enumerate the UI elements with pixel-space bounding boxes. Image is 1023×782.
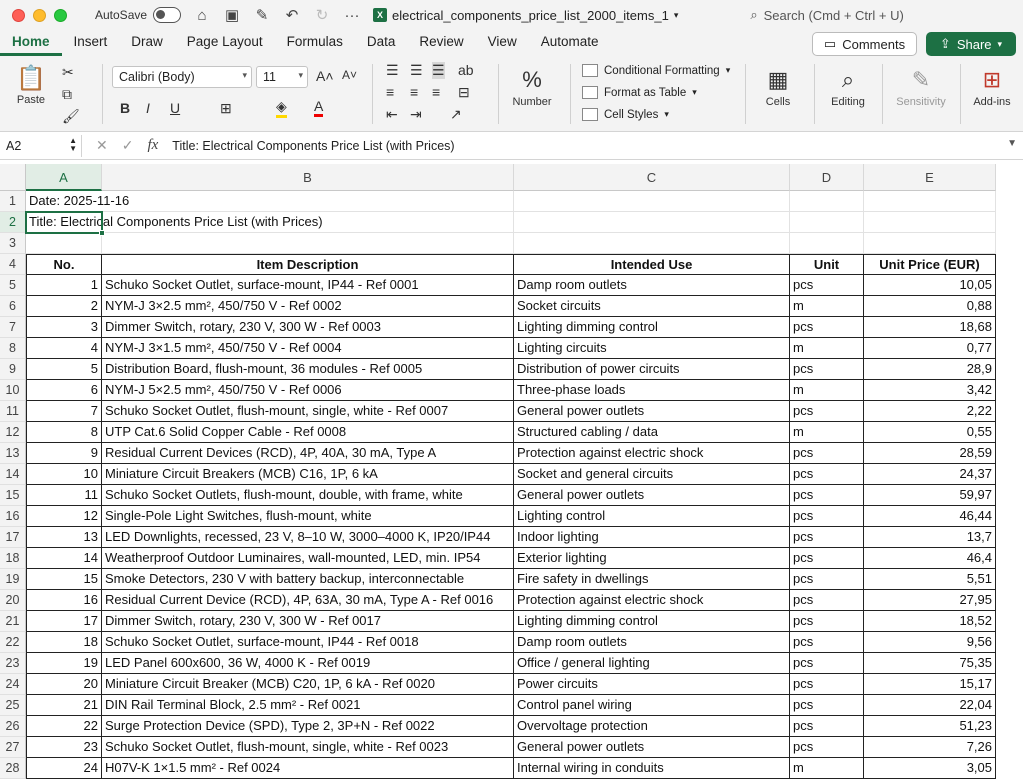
- tab-page-layout[interactable]: Page Layout: [186, 34, 263, 49]
- conditional-formatting-button[interactable]: [582, 64, 730, 77]
- align-bottom-icon[interactable]: ☰: [432, 62, 445, 78]
- excel-file-icon: X: [373, 8, 387, 22]
- editing-button[interactable]: [822, 64, 874, 108]
- cell-a2[interactable]: Title: Electrical Components Price List (with Prices): [26, 212, 102, 233]
- cell-a1[interactable]: Date: 2025-11-16: [26, 191, 102, 212]
- cell-intended-use[interactable]: Protection against electric shock: [514, 443, 790, 464]
- cell-intended-use[interactable]: Damp room outlets: [514, 632, 790, 653]
- cell-intended-use[interactable]: Lighting control: [514, 506, 790, 527]
- fill-handle[interactable]: [99, 230, 105, 236]
- cell-no[interactable]: 6: [26, 380, 102, 401]
- cell-no[interactable]: 24: [26, 758, 102, 779]
- share-icon: ⇪: [939, 36, 951, 51]
- cell-unit-price[interactable]: 22,04: [864, 695, 996, 716]
- cell-intended-use[interactable]: Socket circuits: [514, 296, 790, 317]
- column-header-b[interactable]: B: [102, 164, 514, 191]
- cell-description[interactable]: Single-Pole Light Switches, flush-mount, white: [102, 506, 514, 527]
- cell-unit[interactable]: m: [790, 296, 864, 317]
- cell-description[interactable]: Surge Protection Device (SPD), Type 2, 3P+N - Ref 0022: [102, 716, 514, 737]
- font-name-select[interactable]: [112, 66, 252, 88]
- row-header[interactable]: 8: [0, 338, 26, 359]
- cell-intended-use[interactable]: Fire safety in dwellings: [514, 569, 790, 590]
- cell-no[interactable]: 19: [26, 653, 102, 674]
- cell-intended-use[interactable]: Lighting dimming control: [514, 611, 790, 632]
- cell-intended-use[interactable]: Distribution of power circuits: [514, 359, 790, 380]
- cell-intended-use[interactable]: Three-phase loads: [514, 380, 790, 401]
- column-header-d[interactable]: D: [790, 164, 864, 191]
- cell-d3[interactable]: [790, 233, 864, 254]
- table-header-description[interactable]: Item Description: [102, 254, 514, 275]
- cell-unit[interactable]: pcs: [790, 275, 864, 296]
- cell-intended-use[interactable]: Indoor lighting: [514, 527, 790, 548]
- cell-b3[interactable]: [102, 233, 514, 254]
- cell-description[interactable]: Residual Current Device (RCD), 4P, 63A, 30 mA, Type A - Ref 0016: [102, 590, 514, 611]
- name-box-value: A2: [6, 138, 22, 153]
- table-header-unit-price[interactable]: Unit Price (EUR): [864, 254, 996, 275]
- cell-unit-price[interactable]: 0,77: [864, 338, 996, 359]
- cell-unit-price[interactable]: 59,97: [864, 485, 996, 506]
- underline-icon[interactable]: U: [170, 100, 181, 116]
- cell-unit-price[interactable]: 13,7: [864, 527, 996, 548]
- cell-description[interactable]: Dimmer Switch, rotary, 230 V, 300 W - Ref 0003: [102, 317, 514, 338]
- cell-unit-price[interactable]: 24,37: [864, 464, 996, 485]
- share-label: Share: [956, 36, 992, 52]
- cell-no[interactable]: 1: [26, 275, 102, 296]
- cell-unit[interactable]: pcs: [790, 359, 864, 380]
- ribbon-home: [0, 56, 1023, 132]
- font-size-value: 11: [263, 70, 276, 84]
- cell-no[interactable]: 14: [26, 548, 102, 569]
- orientation-icon[interactable]: ↗: [450, 106, 462, 122]
- sensitivity-button[interactable]: [890, 64, 952, 108]
- cell-description[interactable]: Weatherproof Outdoor Luminaires, wall-mounted, LED, min. IP54: [102, 548, 514, 569]
- cell-unit[interactable]: m: [790, 422, 864, 443]
- cell-unit-price[interactable]: 27,95: [864, 590, 996, 611]
- cell-c1[interactable]: [514, 191, 790, 212]
- stepper-icon: ▲ ▼: [69, 135, 77, 153]
- cell-unit-price[interactable]: 18,68: [864, 317, 996, 338]
- cell-unit[interactable]: pcs: [790, 632, 864, 653]
- cell-unit-price[interactable]: 3,42: [864, 380, 996, 401]
- row-header[interactable]: 25: [0, 695, 26, 716]
- table-header-intended-use[interactable]: Intended Use: [514, 254, 790, 275]
- cell-unit-price[interactable]: 0,55: [864, 422, 996, 443]
- cell-no[interactable]: 18: [26, 632, 102, 653]
- window-controls: [12, 9, 67, 22]
- cell-c2[interactable]: [514, 212, 790, 233]
- align-center-icon[interactable]: ≡: [410, 84, 419, 100]
- row-header[interactable]: 5: [0, 275, 26, 296]
- row-header[interactable]: 16: [0, 506, 26, 527]
- title-bar: [0, 0, 1023, 30]
- cell-unit[interactable]: m: [790, 758, 864, 779]
- cell-unit[interactable]: pcs: [790, 506, 864, 527]
- cell-unit-price[interactable]: 46,44: [864, 506, 996, 527]
- select-all-corner[interactable]: [0, 164, 26, 191]
- cell-description[interactable]: UTP Cat.6 Solid Copper Cable - Ref 0008: [102, 422, 514, 443]
- cell-unit-price[interactable]: 0,88: [864, 296, 996, 317]
- copy-icon[interactable]: ⧉: [62, 86, 72, 102]
- file-name: electrical_components_price_list_2000_items_1: [392, 7, 669, 23]
- font-name-value: Calibri (Body): [119, 70, 195, 84]
- cell-c3[interactable]: [514, 233, 790, 254]
- row-header[interactable]: 19: [0, 569, 26, 590]
- cell-unit-price[interactable]: 7,26: [864, 737, 996, 758]
- cell-unit[interactable]: pcs: [790, 737, 864, 758]
- close-window-button[interactable]: [12, 9, 25, 22]
- cell-unit[interactable]: m: [790, 380, 864, 401]
- comment-icon: ▭: [823, 36, 837, 51]
- sensitivity-icon: ✎: [911, 67, 931, 92]
- cell-description[interactable]: Dimmer Switch, rotary, 230 V, 300 W - Ref 0017: [102, 611, 514, 632]
- row-header[interactable]: 15: [0, 485, 26, 506]
- row-header[interactable]: 11: [0, 401, 26, 422]
- clipboard-icon: 📋: [16, 65, 46, 92]
- cell-e2[interactable]: [864, 212, 996, 233]
- insert-function-icon[interactable]: fx: [147, 137, 159, 153]
- cut-icon[interactable]: ✂: [62, 64, 74, 80]
- search-icon: ⌕: [750, 7, 758, 22]
- autosave-toggle[interactable]: [153, 7, 181, 23]
- save-icon[interactable]: ▣: [224, 7, 240, 24]
- cell-unit[interactable]: pcs: [790, 716, 864, 737]
- cell-unit-price[interactable]: 9,56: [864, 632, 996, 653]
- chevron-down-icon: ▾: [673, 9, 679, 20]
- row-header[interactable]: 17: [0, 527, 26, 548]
- cancel-icon[interactable]: ✕: [96, 137, 108, 153]
- cell-description[interactable]: LED Downlights, recessed, 23 V, 8–10 W, 3000–4000 K, IP20/IP44: [102, 527, 514, 548]
- comments-button[interactable]: [812, 32, 917, 56]
- share-button[interactable]: [926, 32, 1016, 56]
- cell-intended-use[interactable]: Socket and general circuits: [514, 464, 790, 485]
- cell-styles-label: Cell Styles: [604, 108, 659, 121]
- row-header[interactable]: 12: [0, 422, 26, 443]
- cell-unit-price[interactable]: 10,05: [864, 275, 996, 296]
- cell-unit[interactable]: pcs: [790, 590, 864, 611]
- cell-intended-use[interactable]: Protection against electric shock: [514, 590, 790, 611]
- formula-input[interactable]: Title: Electrical Components Price List (with Prices): [172, 138, 455, 153]
- cell-unit[interactable]: pcs: [790, 527, 864, 548]
- ribbon-tabs: [0, 30, 1023, 56]
- minimize-window-button[interactable]: [33, 9, 46, 22]
- formula-bar: [0, 132, 1023, 160]
- cell-intended-use[interactable]: General power outlets: [514, 401, 790, 422]
- cell-intended-use[interactable]: General power outlets: [514, 485, 790, 506]
- cell-unit[interactable]: pcs: [790, 485, 864, 506]
- conditional-formatting-icon: [582, 64, 598, 77]
- chevron-down-icon: ▾: [997, 38, 1003, 49]
- tab-home[interactable]: Home: [0, 30, 62, 56]
- cell-intended-use[interactable]: General power outlets: [514, 737, 790, 758]
- cell-intended-use[interactable]: Overvoltage protection: [514, 716, 790, 737]
- cell-no[interactable]: 20: [26, 674, 102, 695]
- cell-unit[interactable]: m: [790, 338, 864, 359]
- font-size-select[interactable]: [256, 66, 308, 88]
- row-header[interactable]: 21: [0, 611, 26, 632]
- cell-styles-icon: [582, 108, 598, 121]
- cell-a3[interactable]: [26, 233, 102, 254]
- cell-intended-use[interactable]: Exterior lighting: [514, 548, 790, 569]
- search-placeholder: Search (Cmd + Ctrl + U): [763, 7, 904, 23]
- row-header[interactable]: 22: [0, 632, 26, 653]
- cell-no[interactable]: 17: [26, 611, 102, 632]
- format-table-icon: [582, 86, 598, 99]
- comments-label: Comments: [842, 36, 906, 52]
- magnifier-icon: ⌕: [841, 67, 855, 92]
- row-header[interactable]: 24: [0, 674, 26, 695]
- number-format-button[interactable]: [506, 64, 558, 108]
- cell-intended-use[interactable]: Structured cabling / data: [514, 422, 790, 443]
- sensitivity-label: Sensitivity: [896, 96, 946, 108]
- cell-unit-price[interactable]: 3,05: [864, 758, 996, 779]
- cell-description[interactable]: Residual Current Devices (RCD), 4P, 40A, 30 mA, Type A: [102, 443, 514, 464]
- cell-unit[interactable]: pcs: [790, 674, 864, 695]
- cell-d1[interactable]: [790, 191, 864, 212]
- row-header[interactable]: 3: [0, 233, 26, 254]
- cell-e1[interactable]: [864, 191, 996, 212]
- cell-description[interactable]: Schuko Socket Outlet, flush-mount, single, white - Ref 0023: [102, 737, 514, 758]
- add-ins-icon: ⊞: [982, 67, 1002, 92]
- cell-no[interactable]: 7: [26, 401, 102, 422]
- cell-intended-use[interactable]: Power circuits: [514, 674, 790, 695]
- chevron-down-icon: ▾: [242, 70, 247, 80]
- cell-description[interactable]: Schuko Socket Outlets, flush-mount, double, with frame, white: [102, 485, 514, 506]
- paste-button[interactable]: [10, 64, 52, 106]
- chevron-down-icon: ▾: [725, 65, 731, 75]
- cell-unit-price[interactable]: 46,4: [864, 548, 996, 569]
- cell-no[interactable]: 21: [26, 695, 102, 716]
- add-ins-button[interactable]: [966, 64, 1018, 108]
- cell-b1[interactable]: [102, 191, 514, 212]
- cell-unit-price[interactable]: 2,22: [864, 401, 996, 422]
- cell-unit[interactable]: pcs: [790, 443, 864, 464]
- row-header[interactable]: 7: [0, 317, 26, 338]
- cell-no[interactable]: 12: [26, 506, 102, 527]
- italic-icon[interactable]: I: [146, 100, 150, 116]
- row-header[interactable]: 6: [0, 296, 26, 317]
- cell-no[interactable]: 11: [26, 485, 102, 506]
- number-label: Number: [512, 96, 552, 108]
- align-top-icon[interactable]: ☰: [386, 62, 399, 78]
- conditional-formatting-label: Conditional Formatting: [604, 64, 720, 77]
- cell-unit[interactable]: pcs: [790, 611, 864, 632]
- cell-description[interactable]: Schuko Socket Outlet, surface-mount, IP44 - Ref 0001: [102, 275, 514, 296]
- tab-automate[interactable]: Automate: [540, 34, 599, 49]
- add-ins-label: Add-ins: [973, 96, 1011, 108]
- decrease-font-icon[interactable]: A˅: [342, 68, 358, 82]
- bold-icon[interactable]: B: [120, 100, 131, 116]
- cell-description[interactable]: Schuko Socket Outlet, surface-mount, IP44 - Ref 0018: [102, 632, 514, 653]
- cell-unit[interactable]: pcs: [790, 464, 864, 485]
- editing-label: Editing: [831, 96, 865, 108]
- format-as-table-label: Format as Table: [604, 86, 687, 99]
- cell-unit[interactable]: pcs: [790, 653, 864, 674]
- tab-data[interactable]: Data: [366, 34, 396, 49]
- cell-description[interactable]: Smoke Detectors, 230 V with battery backup, interconnectable: [102, 569, 514, 590]
- cell-intended-use[interactable]: Lighting circuits: [514, 338, 790, 359]
- cell-description[interactable]: Distribution Board, flush-mount, 36 modules - Ref 0005: [102, 359, 514, 380]
- column-header-c[interactable]: C: [514, 164, 790, 191]
- tab-formulas[interactable]: Formulas: [286, 34, 343, 49]
- cell-no[interactable]: 15: [26, 569, 102, 590]
- cell-no[interactable]: 8: [26, 422, 102, 443]
- undo-icon[interactable]: ↶: [285, 7, 299, 24]
- align-left-icon[interactable]: ≡: [386, 84, 395, 100]
- cell-unit-price[interactable]: 75,35: [864, 653, 996, 674]
- expand-formula-icon[interactable]: ▼: [1007, 138, 1017, 149]
- cell-no[interactable]: 3: [26, 317, 102, 338]
- cell-unit[interactable]: pcs: [790, 569, 864, 590]
- document-title[interactable]: [373, 8, 678, 23]
- name-box[interactable]: [0, 135, 82, 157]
- redo-icon[interactable]: ↻: [315, 7, 329, 24]
- cell-description[interactable]: H07V-K 1×1.5 mm² - Ref 0024: [102, 758, 514, 779]
- format-painter-icon[interactable]: 🖌: [62, 108, 80, 124]
- cell-no[interactable]: 5: [26, 359, 102, 380]
- cells-icon: ▦: [767, 67, 789, 92]
- chevron-down-icon: ▾: [692, 87, 697, 97]
- cell-description[interactable]: NYM-J 3×1.5 mm², 450/750 V - Ref 0004: [102, 338, 514, 359]
- row-header[interactable]: 4: [0, 254, 26, 275]
- percent-icon: %: [522, 67, 542, 92]
- paste-label: Paste: [16, 94, 46, 106]
- row-header[interactable]: 20: [0, 590, 26, 611]
- increase-font-icon[interactable]: A˄: [316, 68, 334, 84]
- home-icon[interactable]: ⌂: [197, 6, 207, 24]
- cell-unit[interactable]: pcs: [790, 695, 864, 716]
- cell-description[interactable]: Miniature Circuit Breakers (MCB) C16, 1P, 6 kA: [102, 464, 514, 485]
- row-header[interactable]: 27: [0, 737, 26, 758]
- font-color-icon[interactable]: A: [314, 98, 323, 117]
- row-header[interactable]: 2: [0, 212, 26, 233]
- cell-no[interactable]: 9: [26, 443, 102, 464]
- cell-unit-price[interactable]: 18,52: [864, 611, 996, 632]
- cell-intended-use[interactable]: Internal wiring in conduits: [514, 758, 790, 779]
- row-header[interactable]: 10: [0, 380, 26, 401]
- cell-intended-use[interactable]: Damp room outlets: [514, 275, 790, 296]
- align-middle-icon[interactable]: ☰: [410, 62, 423, 78]
- column-header-e[interactable]: E: [864, 164, 996, 191]
- row-header[interactable]: 14: [0, 464, 26, 485]
- table-header-unit[interactable]: Unit: [790, 254, 864, 275]
- worksheet-grid: [0, 160, 1023, 782]
- cell-unit[interactable]: pcs: [790, 317, 864, 338]
- borders-icon[interactable]: ⊞: [220, 100, 232, 116]
- decrease-indent-icon[interactable]: ⇤: [386, 106, 398, 122]
- cell-no[interactable]: 2: [26, 296, 102, 317]
- format-as-table-button[interactable]: [582, 86, 697, 99]
- align-right-icon[interactable]: ≡: [432, 84, 441, 100]
- cell-d2[interactable]: [790, 212, 864, 233]
- cell-e3[interactable]: [864, 233, 996, 254]
- cells-button[interactable]: [752, 64, 804, 108]
- cell-intended-use[interactable]: Lighting dimming control: [514, 317, 790, 338]
- cell-unit-price[interactable]: 28,59: [864, 443, 996, 464]
- row-header[interactable]: 23: [0, 653, 26, 674]
- cell-no[interactable]: 22: [26, 716, 102, 737]
- cell-description[interactable]: Miniature Circuit Breaker (MCB) C20, 1P, 6 kA - Ref 0020: [102, 674, 514, 695]
- table-header-no[interactable]: No.: [26, 254, 102, 275]
- cell-unit-price[interactable]: 5,51: [864, 569, 996, 590]
- cell-b2[interactable]: [102, 212, 514, 233]
- tab-insert[interactable]: Insert: [73, 34, 108, 49]
- cell-description[interactable]: Schuko Socket Outlet, flush-mount, single, white - Ref 0007: [102, 401, 514, 422]
- cell-description[interactable]: DIN Rail Terminal Block, 2.5 mm² - Ref 0021: [102, 695, 514, 716]
- increase-indent-icon[interactable]: ⇥: [410, 106, 422, 122]
- cell-unit[interactable]: pcs: [790, 401, 864, 422]
- tab-view[interactable]: View: [487, 34, 517, 49]
- row-header[interactable]: 1: [0, 191, 26, 212]
- row-header[interactable]: 28: [0, 758, 26, 779]
- chevron-down-icon: ▾: [664, 109, 669, 119]
- tab-review[interactable]: Review: [419, 34, 464, 49]
- cell-no[interactable]: 23: [26, 737, 102, 758]
- cell-description[interactable]: NYM-J 5×2.5 mm², 450/750 V - Ref 0006: [102, 380, 514, 401]
- search-box[interactable]: [750, 7, 903, 23]
- cell-description[interactable]: NYM-J 3×2.5 mm², 450/750 V - Ref 0002: [102, 296, 514, 317]
- cell-no[interactable]: 13: [26, 527, 102, 548]
- chevron-down-icon: ▾: [298, 70, 303, 80]
- fill-color-icon[interactable]: ◈: [276, 98, 287, 118]
- row-header[interactable]: 18: [0, 548, 26, 569]
- merge-center-icon[interactable]: ⊟: [458, 84, 470, 100]
- cells-label: Cells: [765, 96, 791, 108]
- cell-unit-price[interactable]: 51,23: [864, 716, 996, 737]
- cell-unit-price[interactable]: 15,17: [864, 674, 996, 695]
- cell-no[interactable]: 16: [26, 590, 102, 611]
- row-header[interactable]: 9: [0, 359, 26, 380]
- row-header[interactable]: 13: [0, 443, 26, 464]
- cell-intended-use[interactable]: Office / general lighting: [514, 653, 790, 674]
- more-icon[interactable]: ···: [344, 6, 360, 24]
- zoom-window-button[interactable]: [54, 9, 67, 22]
- column-header-a[interactable]: A: [26, 164, 102, 191]
- tab-draw[interactable]: Draw: [131, 34, 163, 49]
- cell-unit-price[interactable]: 28,9: [864, 359, 996, 380]
- edit-icon[interactable]: ✎: [255, 7, 269, 24]
- wrap-text-icon[interactable]: ab: [458, 62, 474, 78]
- cell-unit[interactable]: pcs: [790, 548, 864, 569]
- cell-intended-use[interactable]: Control panel wiring: [514, 695, 790, 716]
- cell-no[interactable]: 10: [26, 464, 102, 485]
- cell-styles-button[interactable]: [582, 108, 669, 121]
- autosave-label: AutoSave: [95, 8, 148, 22]
- cell-no[interactable]: 4: [26, 338, 102, 359]
- cell-description[interactable]: LED Panel 600x600, 36 W, 4000 K - Ref 0019: [102, 653, 514, 674]
- row-header[interactable]: 26: [0, 716, 26, 737]
- confirm-icon[interactable]: ✓: [121, 137, 134, 153]
